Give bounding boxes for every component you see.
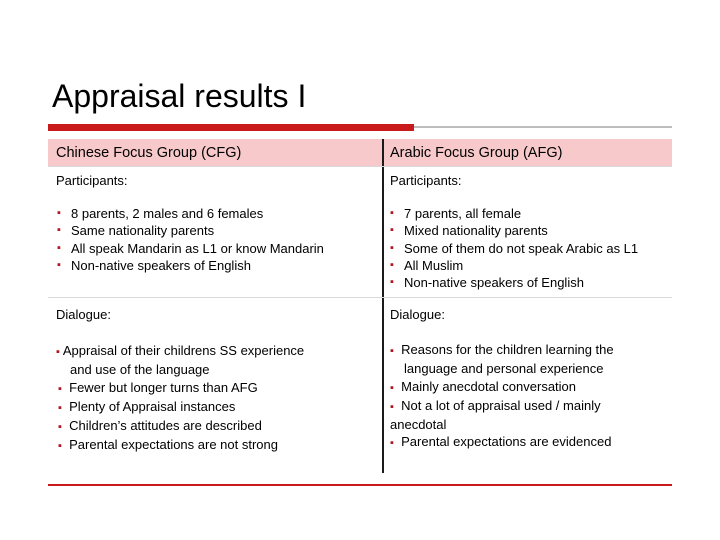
list-item-continuation: language and personal experience xyxy=(404,361,604,377)
list-item: ▪ Mainly anecdotal conversation xyxy=(390,378,577,394)
list-item: ▪ Appraisal of their childrens SS experience xyxy=(56,343,305,358)
list-item: ▪ 8 parents, 2 males and 6 females xyxy=(57,205,324,222)
list-item: ▪ Children’s attitudes are described xyxy=(58,418,262,434)
cfg-dialogue-label: Dialogue: xyxy=(56,307,111,322)
bullet-icon: ▪ xyxy=(390,345,394,357)
list-item: ▪ Fewer but longer turns than AFG xyxy=(58,379,258,395)
column-divider xyxy=(382,139,384,473)
cfg-participants-list xyxy=(57,205,324,274)
bullet-icon: ▪ xyxy=(390,381,394,394)
list-item: ▪ Plenty of Appraisal instances xyxy=(58,398,236,414)
list-item-continuation: and use of the language xyxy=(70,362,210,378)
list-item: ▪ Parental expectations are evidenced xyxy=(390,434,612,450)
bullet-icon: ▪ xyxy=(58,440,62,453)
slide-title: Appraisal results I xyxy=(52,78,307,114)
afg-dialogue-label: Dialogue: xyxy=(390,307,445,322)
afg-participants-list xyxy=(390,205,638,291)
list-item: ▪ Not a lot of appraisal used / mainly xyxy=(390,397,601,413)
header-afg: Arabic Focus Group (AFG) xyxy=(390,145,563,161)
afg-dialogue-list xyxy=(390,341,614,453)
bullet-icon: ▪ xyxy=(390,400,394,413)
list-item: ▪ 7 parents, all female xyxy=(390,205,638,222)
bullet-icon: ▪ xyxy=(390,437,394,450)
list-item: ▪ All Muslim xyxy=(390,257,638,274)
list-item: ▪ Non-native speakers of English xyxy=(390,274,638,291)
cfg-dialogue-list xyxy=(56,342,304,456)
title-underline-accent xyxy=(48,124,414,131)
row-rule-header xyxy=(48,166,672,167)
list-item: ▪ All speak Mandarin as L1 or know Mandarin xyxy=(57,240,324,257)
list-item-continuation: anecdotal xyxy=(390,417,447,433)
list-item: ▪ Same nationality parents xyxy=(57,222,324,239)
bullet-icon: ▪ xyxy=(58,421,62,434)
list-item: ▪ Some of them do not speak Arabic as L1 xyxy=(390,240,638,257)
title-underline-rule xyxy=(414,126,672,128)
list-item: ▪ Reasons for the children learning the xyxy=(390,342,614,357)
bullet-icon: ▪ xyxy=(56,346,60,358)
row-rule-participants xyxy=(48,297,672,298)
list-item: ▪ Non-native speakers of English xyxy=(57,257,324,274)
bullet-icon: ▪ xyxy=(58,382,62,395)
header-cfg: Chinese Focus Group (CFG) xyxy=(56,145,242,161)
bullet-icon: ▪ xyxy=(58,401,62,414)
cfg-participants-label: Participants: xyxy=(56,173,128,188)
afg-participants-label: Participants: xyxy=(390,173,462,188)
list-item: ▪ Parental expectations are not strong xyxy=(58,437,278,453)
bottom-rule xyxy=(48,484,672,486)
list-item: ▪ Mixed nationality parents xyxy=(390,222,638,239)
